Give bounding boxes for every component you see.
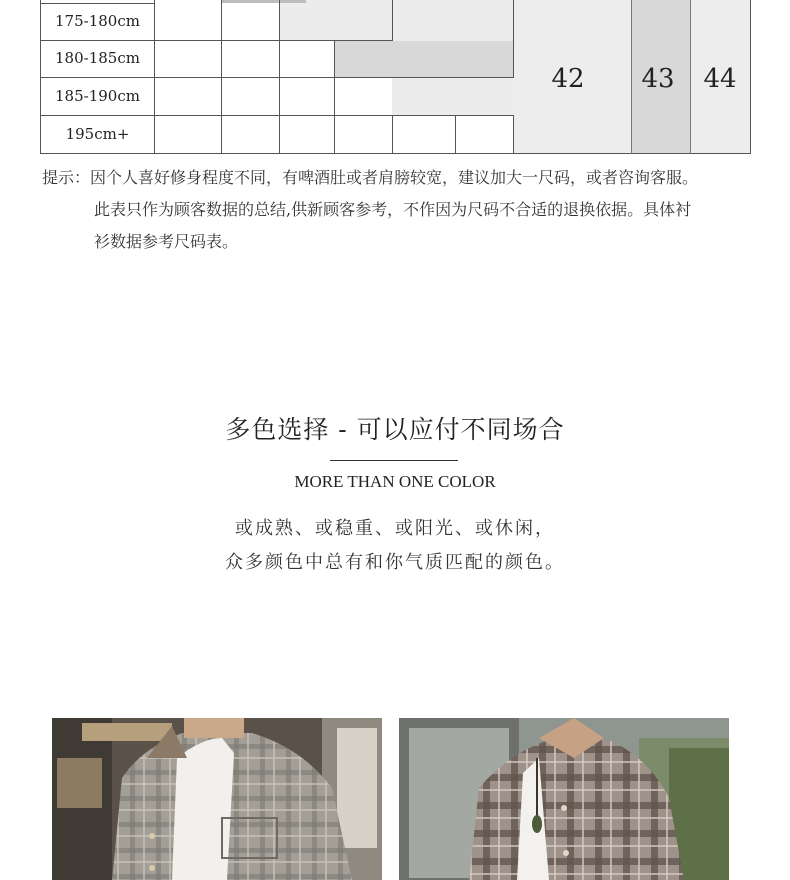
table-shade-1 (280, 0, 392, 41)
height-label-195-plus: 195cm+ (65, 125, 130, 143)
size-44: 44 (703, 64, 737, 94)
height-label-180-185: 180-185cm (55, 49, 140, 67)
description-line-2: 众多颜色中总有和你气质匹配的颜色。 (225, 552, 565, 573)
section-title: 多色选择 - 可以应付不同场合 (225, 415, 565, 444)
table-shade-3 (392, 78, 514, 116)
description-line-1: 或成熟、或稳重、或阳光、或休闲， (235, 518, 555, 539)
height-label-185-190: 185-190cm (55, 87, 140, 105)
height-label-175-180: 175-180cm (55, 12, 140, 30)
note-line-2: 此表只作为顾客数据的总结,供新顾客参考，不作因为尺码不合适的退换依据。具体衬 (94, 200, 692, 219)
top-dark-strip (222, 0, 306, 3)
size-table (0, 0, 790, 155)
size-notes (42, 162, 762, 258)
grey-plaid-shirt-photo (52, 718, 382, 880)
size-43: 43 (641, 64, 675, 94)
size-42: 42 (551, 64, 585, 94)
table-shade-2 (334, 41, 514, 78)
note-line-1: 提示：因个人喜好修身程度不同，有啤酒肚或者肩膀较宽，建议加大一尺码，或者咨询客服。 (42, 168, 699, 187)
title-divider (330, 460, 458, 461)
table-shade-top (392, 0, 514, 41)
section-description (0, 512, 790, 580)
note-line-3: 衫数据参考尺码表。 (94, 232, 239, 251)
brown-plaid-shirt-photo (399, 718, 729, 880)
section-subtitle: MORE THAN ONE COLOR (294, 472, 496, 491)
